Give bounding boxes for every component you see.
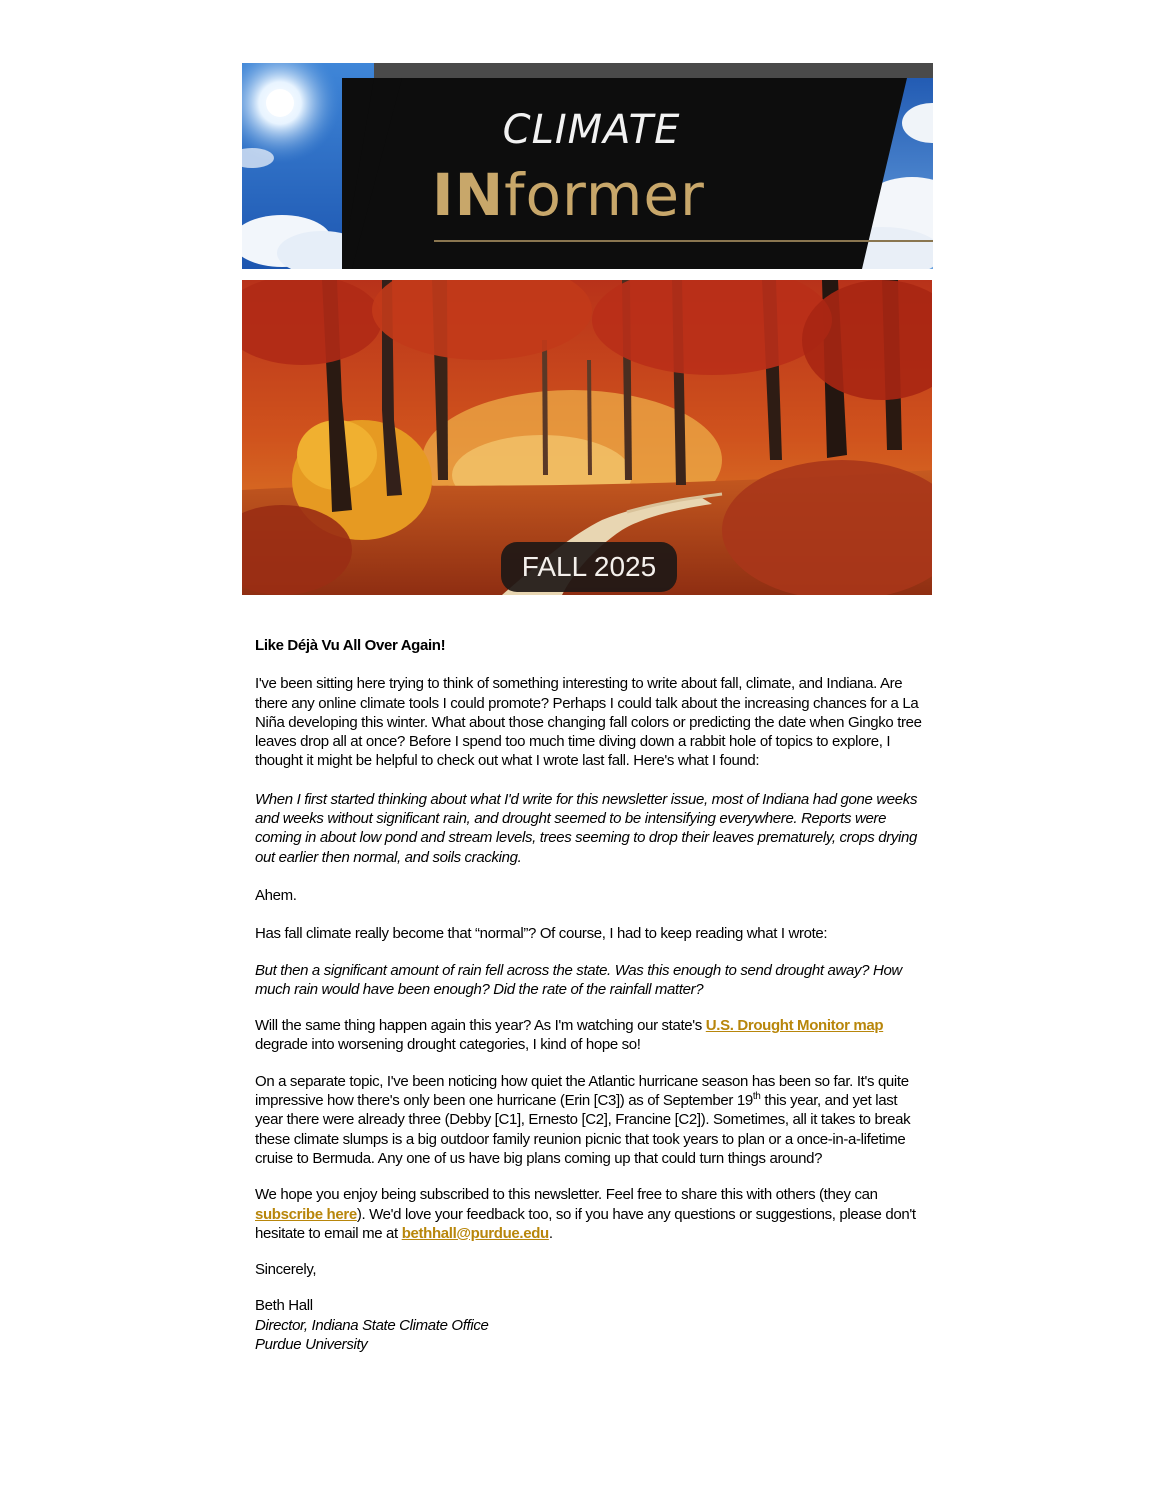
- signature-organization: Purdue University: [255, 1336, 368, 1354]
- email-link[interactable]: bethhall@purdue.edu: [401, 1224, 549, 1242]
- paragraph-ahem: Ahem.: [255, 886, 297, 904]
- article-heading: Like Déjà Vu All Over Again!: [255, 637, 446, 654]
- p3-text-before: Will the same thing happen again this year? As I'm watching our state's: [255, 1017, 706, 1035]
- p5-text-end: .: [548, 1224, 553, 1242]
- season-badge: FALL 2025: [501, 542, 677, 592]
- banner-title-climate: CLIMATE: [502, 107, 681, 153]
- p5-text-before: We hope you enjoy being subscribed to this newsletter. Feel free to share this with others (they can: [255, 1186, 878, 1204]
- article-body: [255, 636, 923, 1354]
- p3-text-after: degrade into worsening drought categories, I kind of hope so!: [255, 1036, 641, 1054]
- banner-title-in: IN: [432, 161, 505, 229]
- paragraph-intro: I've been sitting here trying to think of something interesting to write about fall, climate, and Indiana. Are there any online climate tools I could promote? Perhaps I could talk about the increasing chances for a La Niña developing this winter. What about those changing fall colors or predicting the date when Gingko tree leaves drop all at once? Before I spend too much time diving down a rabbit hole of topics to explore, I thought it might be helpful to check out what I wrote last fall. Here's what I found:: [255, 675, 922, 770]
- banner-title-informer: [432, 161, 705, 229]
- closing: Sincerely,: [255, 1261, 317, 1279]
- p4-text-after: this year, and yet last year there were already three (Debby [C1], Ernesto [C2], Francine [C2]). Sometimes, all it takes to break these climate slumps is a big outdoor family reunion picnic that took years to plan or a once-in-a-lifetime cruise to Bermuda. Any one of us have big plans coming up that could turn things around?: [255, 1092, 911, 1167]
- header-banner: [242, 63, 933, 269]
- drought-monitor-link[interactable]: U.S. Drought Monitor map: [705, 1017, 884, 1035]
- paragraph-subscribe: [255, 1185, 923, 1243]
- signature-title: Director, Indiana State Climate Office: [255, 1316, 489, 1334]
- paragraph-drought-monitor: [255, 1016, 923, 1055]
- paragraph-normal: Has fall climate really become that “normal”? Of course, I had to keep reading what I wrote:: [255, 925, 828, 943]
- quote-rain: But then a significant amount of rain fell across the state. Was this enough to send drought away? How much rain would have been enough? Did the rate of the rainfall matter?: [255, 961, 902, 998]
- autumn-forest-photo: [242, 280, 932, 595]
- banner-title-former: former: [504, 161, 705, 229]
- signature-name: Beth Hall: [255, 1297, 313, 1315]
- subscribe-link[interactable]: subscribe here: [255, 1205, 357, 1223]
- quote-last-fall: When I first started thinking about what I'd write for this newsletter issue, most of Indiana had gone weeks and weeks without significant rain, and drought seemed to be intensifying everywhere. Reports were coming in about low pond and stream levels, trees seeming to drop their leaves prematurely, crops drying out earlier then normal, and soils cracking.: [255, 790, 918, 866]
- p4-text-before: On a separate topic, I've been noticing how quiet the Atlantic hurricane season has been so far. It's quite impressive how there's only been one hurricane (Erin [C3]) as of September 19: [255, 1072, 909, 1110]
- paragraph-hurricane: [255, 1072, 923, 1168]
- p4-ordinal-suffix: th: [752, 1091, 761, 1103]
- p5-text-mid: ). We'd love your feedback too, so if you have any questions or suggestions, please don't hesitate to email me at: [255, 1205, 916, 1242]
